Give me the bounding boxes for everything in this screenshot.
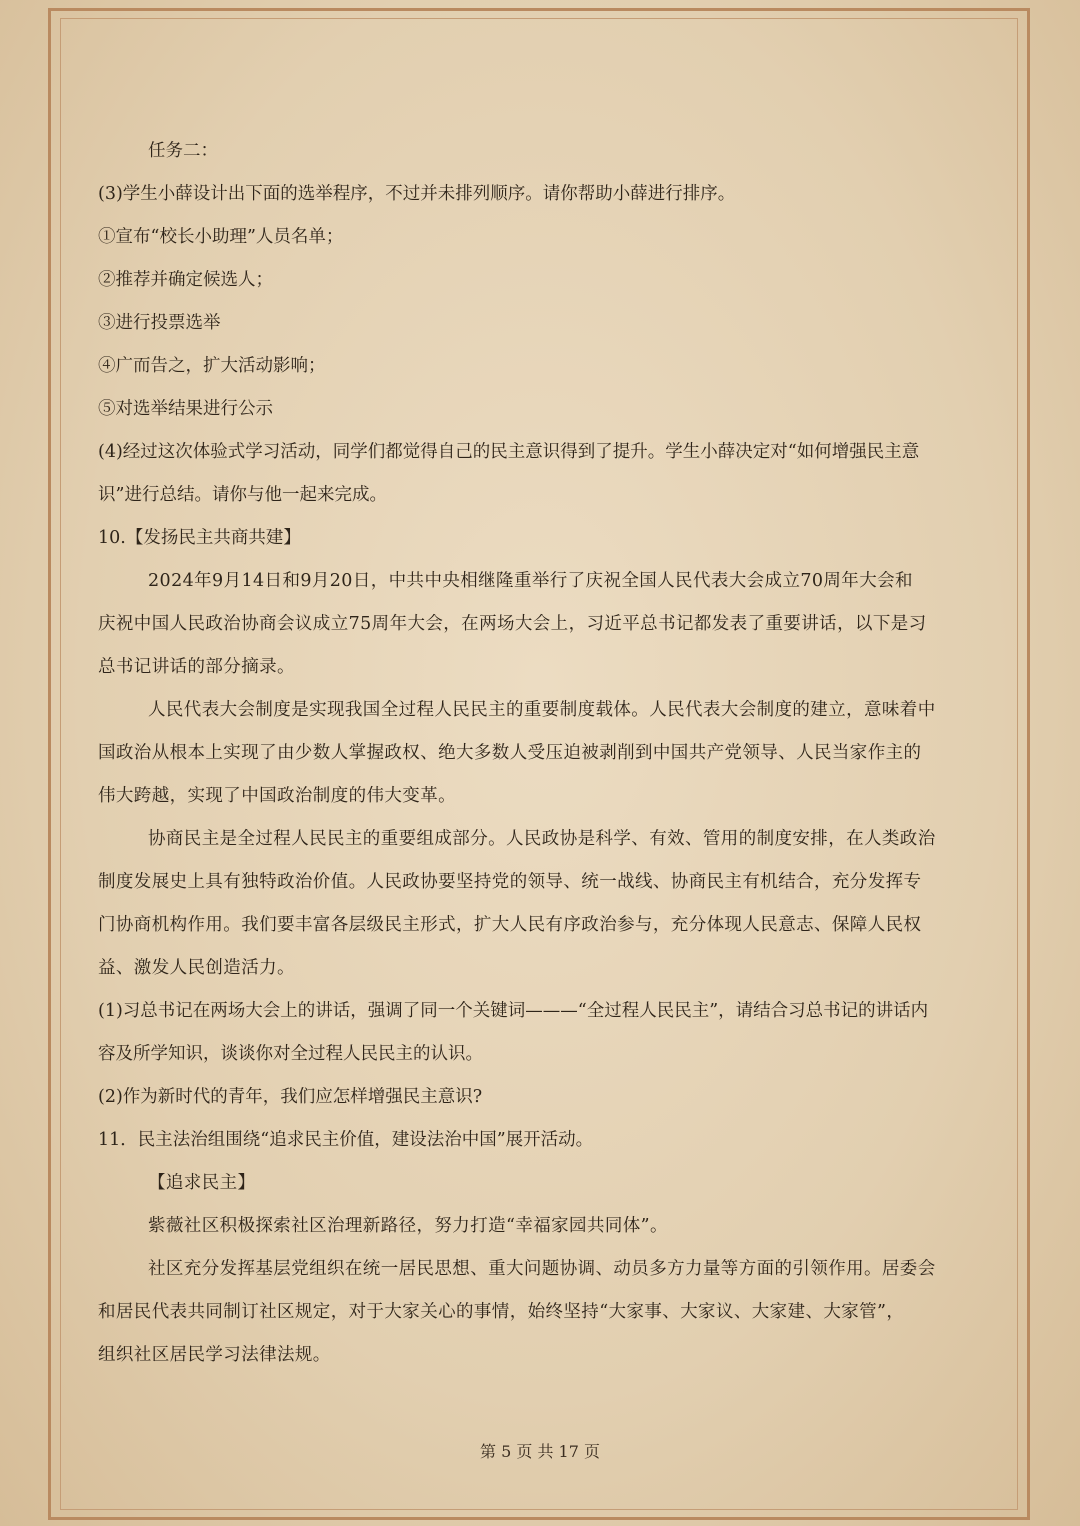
question-4-line-2: 识”进行总结。请你与他一起来完成。 — [98, 485, 387, 505]
question-3: (3)学生小薛设计出下面的选举程序，不过并未排列顺序。请你帮助小薛进行排序。 — [98, 184, 736, 204]
passage-11-p2-line-3: 组织社区居民学习法律法规。 — [98, 1345, 331, 1365]
question-10-1-line-1: (1)习总书记在两场大会上的讲话，强调了同一个关键词———“全过程人民民主”，请结合习总书记的讲话内 — [98, 1001, 929, 1021]
question-10-1-line-2: 容及所学知识，谈谈你对全过程人民民主的认识。 — [98, 1044, 483, 1064]
task-two-heading: 任务二： — [148, 141, 218, 161]
passage-10-p2-line-2: 国政治从根本上实现了由少数人掌握政权、绝大多数人受压迫被剥削到中国共产党领导、人民当家作主的 — [98, 743, 922, 763]
passage-10-p3-line-2: 制度发展史上具有独特政治价值。人民政协要坚持党的领导、统一战线、协商民主有机结合，充分发挥专 — [98, 872, 922, 892]
passage-11-p2-line-1: 社区充分发挥基层党组织在统一居民思想、重大问题协调、动员多方力量等方面的引领作用。居委会 — [148, 1259, 936, 1279]
passage-10-p3-line-4: 益、激发人民创造活力。 — [98, 958, 295, 978]
question-10-heading: 10.【发扬民主共商共建】 — [98, 528, 301, 548]
passage-10-p2-line-1: 人民代表大会制度是实现我国全过程人民民主的重要制度载体。人民代表大会制度的建立，意味着中 — [148, 700, 936, 720]
option-2: ②推荐并确定候选人； — [98, 270, 273, 290]
passage-10-p2-line-3: 伟大跨越，实现了中国政治制度的伟大变革。 — [98, 786, 456, 806]
page-number-footer: 第 5 页 共 17 页 — [480, 1442, 600, 1461]
passage-10-p3-line-1: 协商民主是全过程人民民主的重要组成部分。人民政协是科学、有效、管用的制度安排，在人类政治 — [148, 829, 936, 849]
section-pursue-democracy: 【追求民主】 — [148, 1173, 256, 1193]
passage-10-p1-line-3: 总书记讲话的部分摘录。 — [98, 657, 295, 677]
option-1: ①宣布“校长小助理”人员名单； — [98, 227, 344, 247]
question-10-2: (2)作为新时代的青年，我们应怎样增强民主意识? — [98, 1087, 483, 1107]
option-4: ④广而告之，扩大活动影响； — [98, 356, 326, 376]
passage-10-p1-line-1: 2024年9月14日和9月20日，中共中央相继隆重举行了庆祝全国人民代表大会成立70周年大会和 — [148, 571, 913, 591]
document-body — [98, 130, 982, 1377]
option-3: ③进行投票选举 — [98, 313, 221, 333]
passage-10-p3-line-3: 门协商机构作用。我们要丰富各层级民主形式，扩大人民有序政治参与，充分体现人民意志、保障人民权 — [98, 915, 922, 935]
passage-10-p1-line-2: 庆祝中国人民政治协商会议成立75周年大会，在两场大会上，习近平总书记都发表了重要讲话，以下是习 — [98, 614, 927, 634]
question-4-line-1: (4)经过这次体验式学习活动，同学们都觉得自己的民主意识得到了提升。学生小薛决定对“如何增强民主意 — [98, 442, 920, 462]
passage-11-p2-line-2: 和居民代表共同制订社区规定，对于大家关心的事情，始终坚持“大家事、大家议、大家建、大家管”， — [98, 1302, 905, 1322]
option-5: ⑤对选举结果进行公示 — [98, 399, 273, 419]
question-11-heading: 11．民主法治组围绕“追求民主价值，建设法治中国”展开活动。 — [98, 1130, 594, 1150]
passage-11-p1: 紫薇社区积极探索社区治理新路径，努力打造“幸福家园共同体”。 — [148, 1216, 668, 1236]
